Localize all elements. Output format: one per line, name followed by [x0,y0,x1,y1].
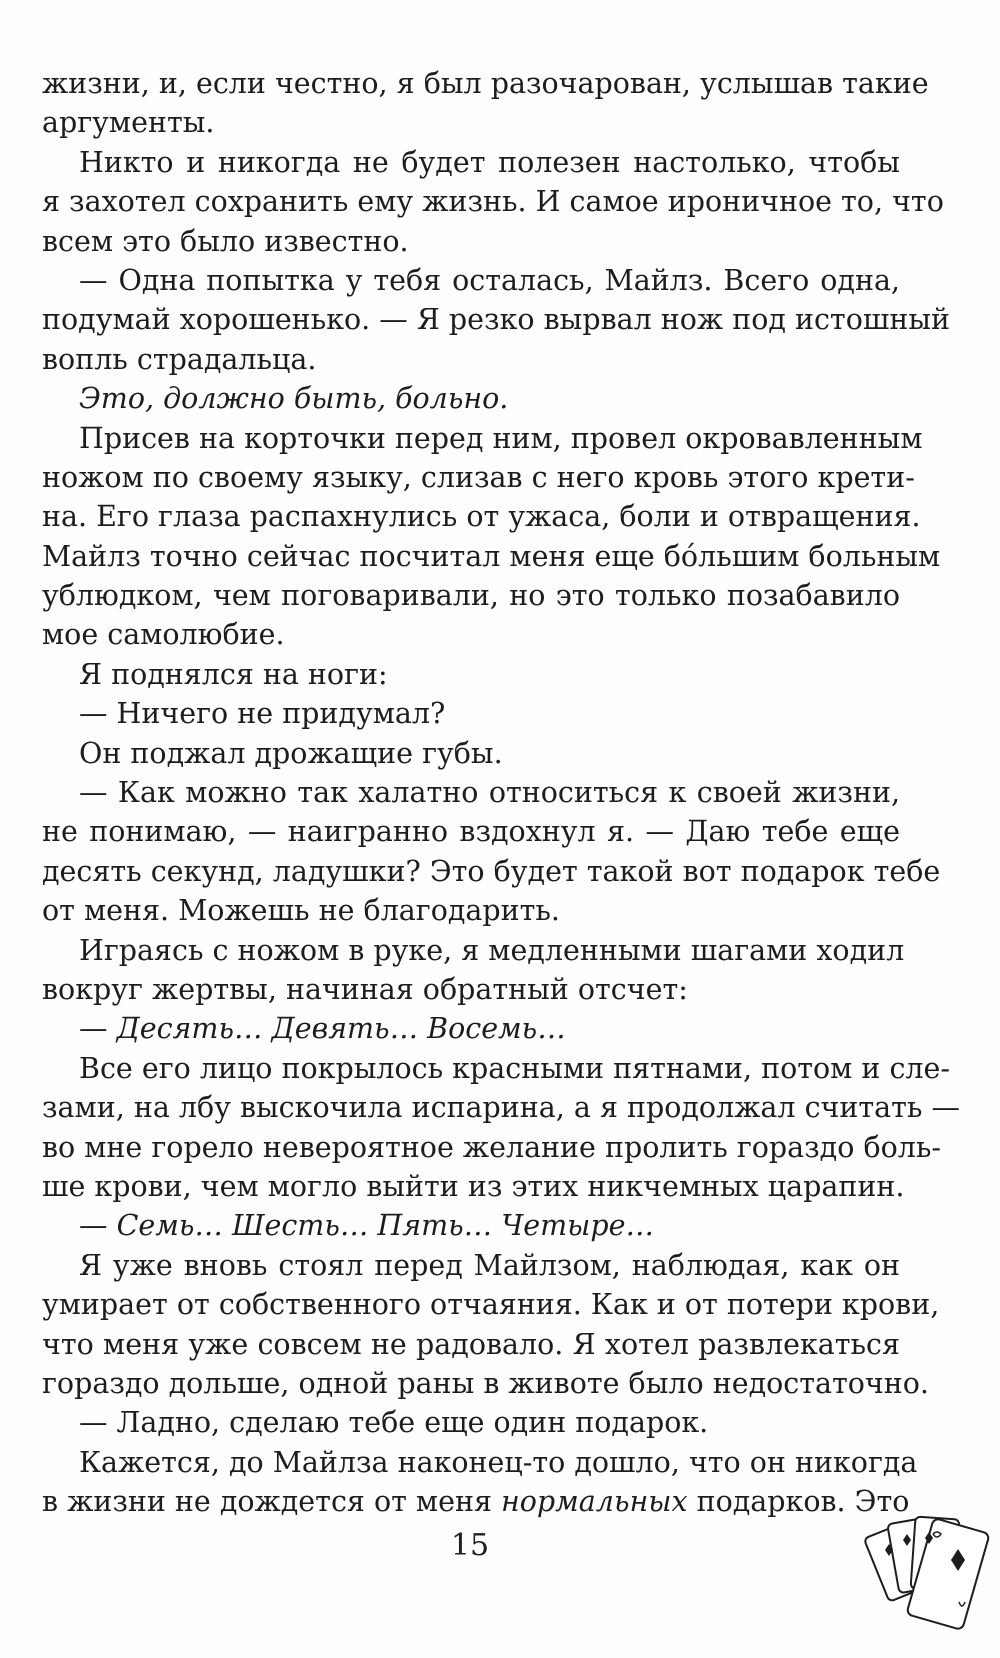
playing-cards-icon [855,1498,1000,1638]
text-line: Играясь с ножом в руке, я медленными шагами ходил [79,933,905,967]
text-line: — Одна попытка у тебя осталась, Майлз. Всего одна, [79,263,900,297]
text-line: мое самолюбие. [42,618,285,652]
text-line: ублюдком, чем поговаривали, но это только позабавило [42,579,900,613]
italic-thought-line: Это, должно быть, больно. [79,382,509,416]
text-line: ножом по своему языку, слизав с него кровь этого крети- [42,460,915,494]
text-line: на. Его глаза распахнулись от ужаса, боли и отвращения. [42,500,921,534]
dash: — [79,1209,117,1243]
text-line: зами, на лбу выскочила испарина, а я продолжал считать — [42,1091,960,1125]
text-line: что меня уже совсем не радовало. Я хотел развлекаться [42,1327,900,1361]
countdown-text: Десять… Девять… Восемь… [116,1012,566,1046]
text-line: жизни, и, если честно, я был разочарован, услышав такие [42,67,929,100]
text-line: я захотел сохранить ему жизнь. И самое ироничное то, что [42,185,944,219]
dash: — [79,1012,117,1046]
text-line: подумай хорошенько. — Я резко вырвал нож под истошный [42,303,951,337]
text-line: Я поднялся на ноги: [79,657,388,691]
countdown-line [42,1009,900,1048]
text-line: аргументы. [42,106,215,140]
text-line: во мне горело невероятное желание пролить гораздо боль- [42,1130,942,1164]
text-line: гораздо дольше, одной раны в животе было недостаточно. [42,1366,929,1400]
text-line: Все его лицо покрылось красными пятнами, потом и сле- [79,1051,951,1085]
text-line: всем это было известно. [42,224,409,258]
text-line: — Ничего не придумал? [79,697,446,731]
text-line: от меня. Можешь не благодарить. [42,894,560,928]
countdown-text: Семь… Шесть… Пять… Четыре… [116,1209,654,1243]
text-line: Майлз точно сейчас посчитал меня еще бо́льшим больным [42,539,941,573]
text-line: Кажется, до Майлза наконец-то дошло, что он никогда [79,1445,918,1479]
page-number: 15 [450,1528,490,1563]
body-text [42,64,960,1521]
text-line: — Как можно так халатно относиться к своей жизни, [79,776,900,810]
text-line: умирает от собственного отчаяния. Как и от потери крови, [42,1288,940,1322]
italic-word: нормальных [501,1485,688,1519]
text-line: Никто и никогда не будет полезен настолько, чтобы [79,145,900,179]
text-line: десять секунд, ладушки? Это будет такой вот подарок тебе [42,854,941,888]
countdown-line [42,1206,900,1245]
text-run: подарков. Это [687,1485,910,1519]
text-line: ше крови, чем могло выйти из этих никчемных царапин. [42,1169,905,1203]
text-line: Присев на корточки перед ним, провел окровавленным [79,421,923,455]
text-line: Я уже вновь стоял перед Майлзом, наблюдая, как он [79,1248,900,1282]
text-line: Он поджал дрожащие губы. [79,736,503,770]
text-line: не понимаю, — наигранно вздохнул я. — Даю тебе еще [42,815,900,849]
text-line: вопль страдальца. [42,342,317,376]
text-line [42,1482,910,1521]
text-run: в жизни не дождется от меня [42,1485,501,1519]
text-line: — Ладно, сделаю тебе еще один подарок. [79,1406,709,1440]
text-line: вокруг жертвы, начиная обратный отсчет: [42,972,688,1006]
